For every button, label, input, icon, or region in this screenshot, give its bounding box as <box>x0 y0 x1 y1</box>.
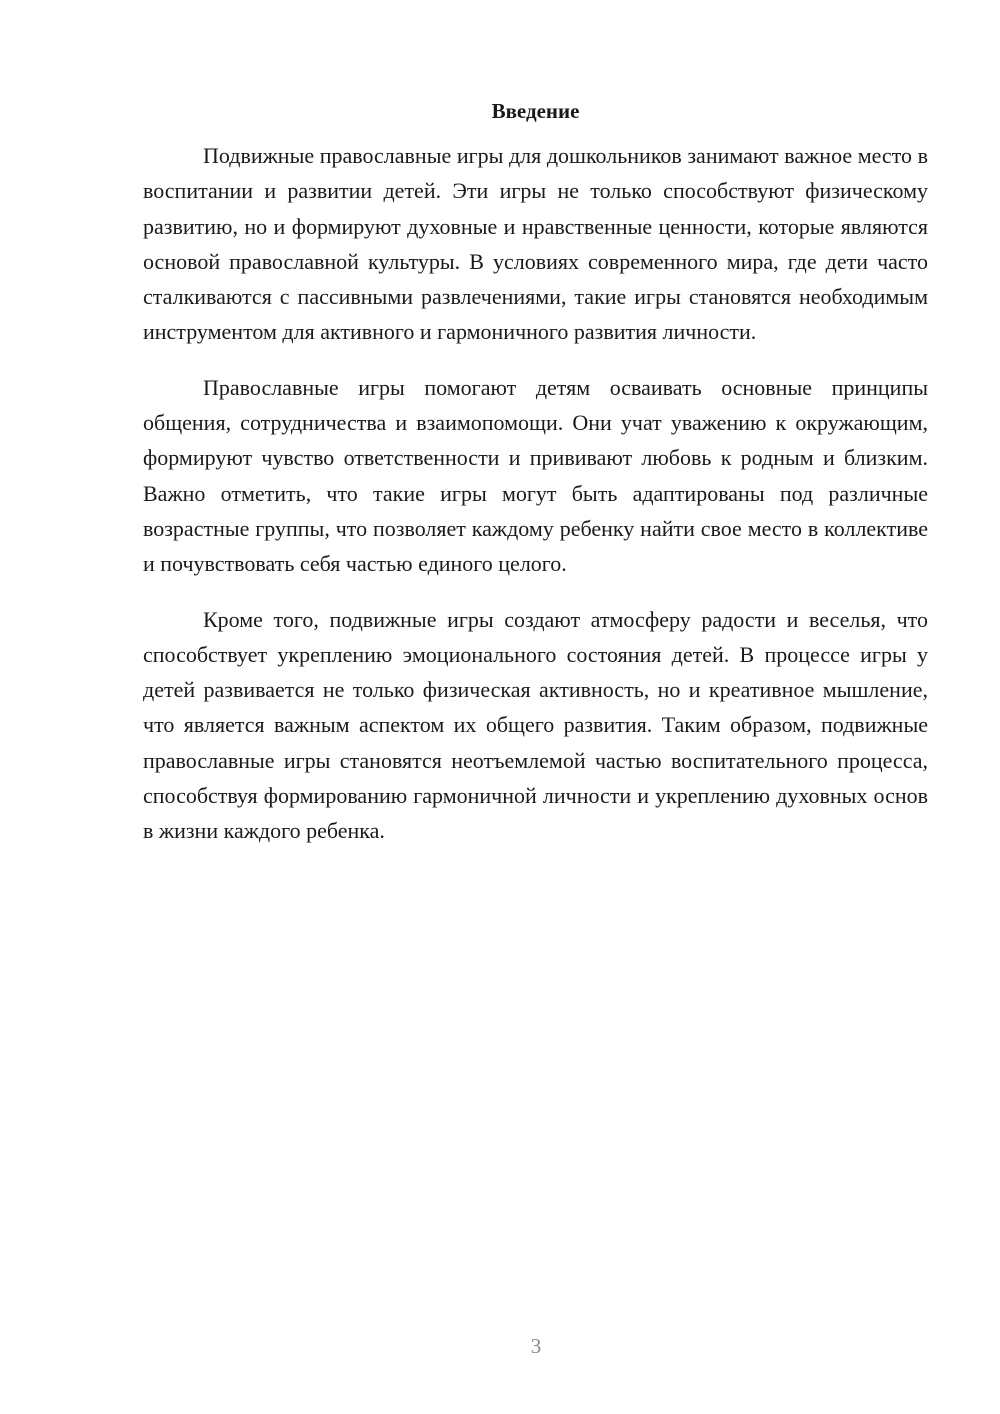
page-number: 3 <box>530 1334 542 1358</box>
paragraph-intro: Подвижные православные игры для дошкольников занимают важное место в воспитании и развитии детей. Эти игры не только способствуют физическому развитию, но и формируют духовные и нравственные ценности, которые являются основой православной культуры. В условиях современного мира, где дети часто сталкиваются с пассивными развлечениями, такие игры становятся необходимым инструментом для активного и гармоничного развития личности. <box>143 143 928 345</box>
page-title: Введение <box>491 99 580 123</box>
paragraph-conclusion: Кроме того, подвижные игры создают атмосферу радости и веселья, что способствует укреплению эмоционального состояния детей. В процессе игры у детей развивается не только физическая активность, но и креативное мышление, что является важным аспектом их общего развития. Таким образом, подвижные православные игры становятся неотъемлемой частью воспитательного процесса, способствуя формированию гармоничной личности и укреплению духовных основ в жизни каждого ребенка. <box>143 606 928 844</box>
page-content <box>143 96 928 869</box>
paragraph-values: Православные игры помогают детям осваивать основные принципы общения, сотрудничества и взаимопомощи. Они учат уважению к окружающим, формируют чувство ответственности и прививают любовь к родным и близким. Важно отметить, что такие игры могут быть адаптированы под различные возрастные группы, что позволяет каждому ребенку найти свое место в коллективе и почувствовать себя частью единого целого. <box>143 374 928 577</box>
